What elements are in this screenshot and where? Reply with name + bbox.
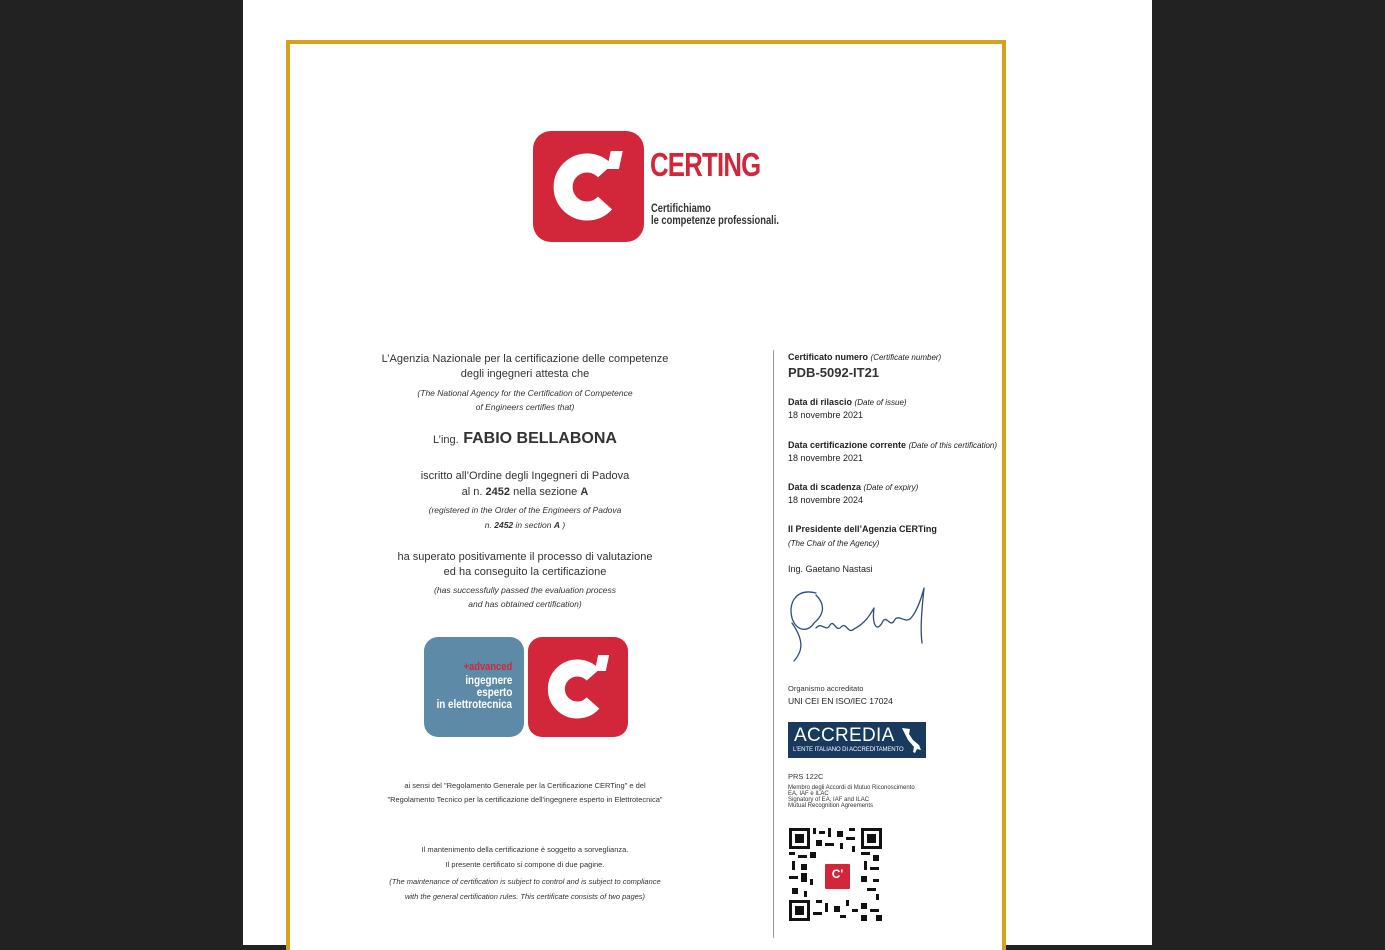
passed-line-1: ha superato positivamente il processo di valutazione (397, 551, 653, 563)
mla-line-2: EA, IAF e ILAC (788, 791, 829, 797)
president-title: Il Presidente dell’Agenzia CERTing (788, 524, 937, 534)
regulations-block (350, 779, 700, 807)
registration-en-2 (370, 518, 680, 533)
badge-line-3: in elettrotecnica (436, 697, 512, 711)
president-title-en: (The Chair of the Agency) (788, 539, 880, 548)
reg-number: 2452 (485, 486, 511, 498)
italy-map-icon (900, 726, 922, 755)
regulations-line-2: "Regolamento Tecnico per la certificazione dell'ingegnere esperto in Elettrotecnica" (387, 795, 663, 804)
issue-date: 18 novembre 2021 (788, 410, 864, 420)
accredia-title: ACCREDIA (794, 725, 895, 746)
certificate-details (788, 352, 1008, 380)
brand-name: CERTING (650, 146, 761, 183)
maintenance-line-2: Il presente certificato si compone di due pagine. (445, 860, 605, 869)
issue-date-block (788, 397, 1008, 420)
passed-en-2: and has obtained certification) (468, 599, 582, 609)
certing-logo-mark (533, 131, 644, 242)
brand-tagline (651, 202, 779, 226)
column-divider (773, 350, 774, 938)
cert-number-label: Certificato numero (788, 352, 869, 362)
signer-name: Ing. Gaetano Nastasi (788, 564, 873, 574)
accredited-label: Organismo accreditato (788, 684, 864, 693)
accredited-standard: UNI CEI EN ISO/IEC 17024 (788, 696, 893, 706)
current-label: Data certificazione corrente (788, 440, 907, 450)
issue-label-en: (Date of issue) (854, 398, 907, 407)
registration-block (370, 468, 680, 533)
passed-en-1: (has successfully passed the evaluation process (434, 585, 616, 595)
reg-en-mid: in section (515, 520, 552, 530)
reg-en-section: A (553, 520, 560, 530)
passed-line-2: ed ha conseguito la certificazione (443, 566, 607, 578)
holder-name: FABIO BELLABONA (463, 430, 617, 447)
intro-line-1: L’Agenzia Nazionale per la certificazione delle competenze (381, 353, 669, 365)
mla-line-4: Mutual Recognition Agreements (788, 803, 874, 809)
holder-prefix: L’ing. (433, 434, 459, 446)
reg-section: A (580, 486, 589, 498)
tagline-line-1: Certifichiamo (651, 201, 711, 215)
prs-code: PRS 122C (788, 772, 824, 781)
badge-line-2: esperto (476, 685, 512, 699)
cert-number: PDB-5092-IT21 (788, 365, 880, 380)
badge-line-1: ingegnere (464, 673, 512, 687)
reg-mid: nella sezione (513, 486, 578, 498)
reg-pre: al n. (461, 486, 483, 498)
reg-en-end: ) (562, 520, 566, 530)
issue-label: Data di rilascio (788, 397, 853, 407)
expiry-date-block (788, 482, 1008, 505)
intro-en-2: of Engineers certifies that) (475, 402, 575, 412)
accredia-subtitle: L'ENTE ITALIANO DI ACCREDITAMENTO (793, 747, 904, 753)
expiry-label: Data di scadenza (788, 482, 862, 492)
passed-block (370, 550, 680, 611)
registration-line-2 (370, 484, 680, 500)
current-date-block (788, 440, 1018, 463)
maintenance-line-1: Il mantenimento della certificazione è soggetto a sorveglianza. (421, 845, 629, 854)
signature-image (786, 583, 931, 668)
badge-advanced: +advanced (463, 661, 512, 673)
intro-block (370, 352, 680, 414)
expiry-label-en: (Date of expiry) (863, 483, 919, 492)
cert-number-label-en: (Certificate number) (870, 353, 942, 362)
intro-line-2: degli ingegneri attesta che (460, 368, 590, 380)
reg-en-number: 2452 (494, 520, 514, 530)
specialization-badge (424, 637, 524, 737)
registration-line-1: iscritto all’Ordine degli Ingegneri di Padova (420, 470, 630, 482)
tagline-line-2: le competenze professionali. (651, 213, 779, 227)
reg-en-pre: n. (484, 520, 492, 530)
mla-line-1: Membro degli Accordi di Mutuo Riconoscimento (788, 785, 915, 791)
maintenance-en-2: with the general certification rules. This certificate consists of two pages) (404, 892, 646, 901)
current-date: 18 novembre 2021 (788, 453, 864, 463)
holder-line (370, 430, 680, 448)
c-mark-icon (533, 131, 644, 242)
expiry-date: 18 novembre 2024 (788, 495, 864, 505)
intro-en-1: (The National Agency for the Certification of Competence (417, 388, 633, 398)
accreditation-block (788, 684, 988, 706)
certing-badge (528, 637, 628, 737)
registration-en-1: (registered in the Order of the Engineers of Padova (428, 505, 622, 515)
mla-line-3: Signatory of EA, IAF and ILAC (788, 797, 870, 803)
regulations-line-1: ai sensi del "Regolamento Generale per la Certificazione CERTing" e del (404, 781, 646, 790)
accredia-logo (788, 722, 926, 758)
c-mark-icon (528, 637, 628, 737)
current-label-en: (Date of this certification) (908, 441, 998, 450)
president-block (788, 524, 1008, 574)
mla-block (788, 772, 988, 809)
maintenance-block (350, 842, 700, 904)
qr-certing-logo: C' (823, 862, 852, 891)
maintenance-en-1: (The maintenance of certification is subject to control and is subject to compliance (389, 877, 661, 886)
